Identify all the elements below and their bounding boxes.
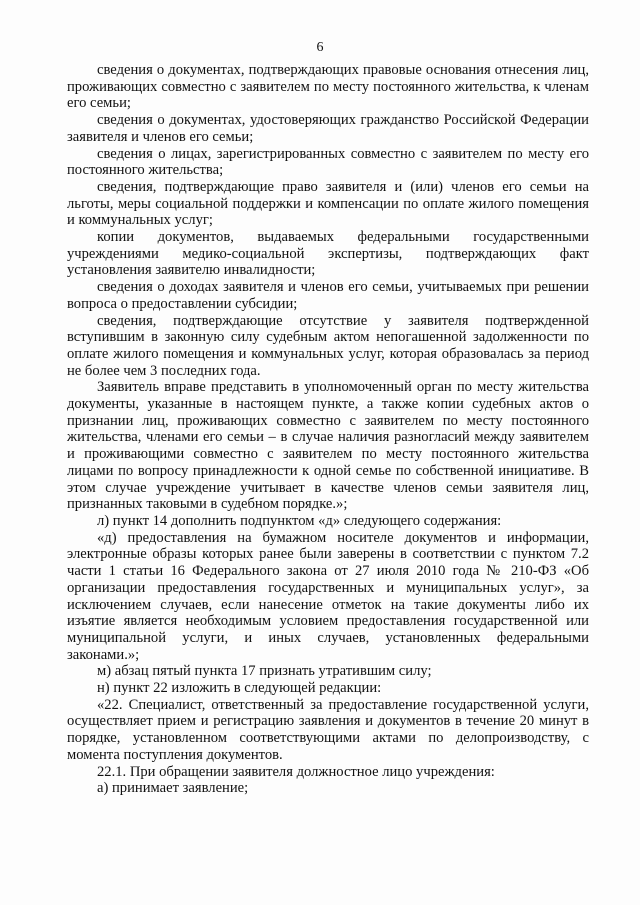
paragraph: сведения о документах, подтверждающих правовые основания отнесения лиц, проживающих совместно с заявителем по месту постоянного жительства, к членам его семьи; <box>67 62 589 112</box>
paragraph: сведения о доходах заявителя и членов его семьи, учитываемых при решении вопроса о предоставлении субсидии; <box>67 279 589 312</box>
paragraph: л) пункт 14 дополнить подпунктом «д» следующего содержания: <box>97 512 502 529</box>
paragraph: 22.1. При обращении заявителя должностное лицо учреждения: <box>97 763 495 780</box>
paragraph: сведения о лицах, зарегистрированных совместно с заявителем по месту его постоянного жительства; <box>67 145 589 179</box>
paragraph: м) абзац пятый пункта 17 признать утратившим силу; <box>97 663 432 680</box>
document-body <box>67 62 589 797</box>
paragraph: н) пункт 22 изложить в следующей редакции: <box>97 680 382 697</box>
page-number: 6 <box>316 40 324 55</box>
paragraph: Заявитель вправе представить в уполномоченный орган по месту жительства документы, указанные в настоящем пункте, а также копии судебных актов о признании лиц, проживающих совместно с заявителем по месту постоянного жительства, членами его семьи – в случае наличия разногласий между заявителем и проживающими совместно с заявителем по месту постоянного жительства лицами по вопросу принадлежности к одной семье по собственной инициативе. В этом случае учреждение учитывает в качестве членов семьи заявителя лиц, признанных таковыми в судебном порядке.»; <box>67 379 589 513</box>
paragraph: сведения, подтверждающие право заявителя и (или) членов его семьи на льготы, меры социальной поддержки и компенсации по оплате жилого помещения и коммунальных услуг; <box>67 178 589 229</box>
paragraph: сведения о документах, удостоверяющих гражданство Российской Федерации заявителя и членов его семьи; <box>67 112 589 145</box>
paragraph: «д) предоставления на бумажном носителе документов и информации, электронные образы которых ранее были заверены в соответствии с пунктом 7.2 части 1 статьи 16 Федерального закона от 27 июля 2010 года № 210-ФЗ «Об организации предоставления государственных и муниципальных услуг», за исключением случаев, если нанесение отметок на такие документы либо их изъятие является необходимым условием предоставления государственной или муниципальной услуги, и иных случаев, установленных федеральными законами.»; <box>67 529 589 663</box>
paragraph: копии документов, выдаваемых федеральными государственными учреждениями медико-социальной экспертизы, подтверждающих факт установления заявителю инвалидности; <box>67 229 589 279</box>
paragraph: «22. Специалист, ответственный за предоставление государственной услуги, осуществляет прием и регистрацию заявления и документов в течение 20 минут в порядке, установленном соответствующими актами по делопроизводству, с момента поступления документов. <box>67 696 589 763</box>
paragraph: а) принимает заявление; <box>97 780 249 797</box>
paragraph: сведения, подтверждающие отсутствие у заявителя подтвержденной вступившим в законную силу судебным актом непогашенной задолженности по оплате жилого помещения и коммунальных услуг, которая образовалась за период не более чем 3 последних года. <box>67 312 589 379</box>
